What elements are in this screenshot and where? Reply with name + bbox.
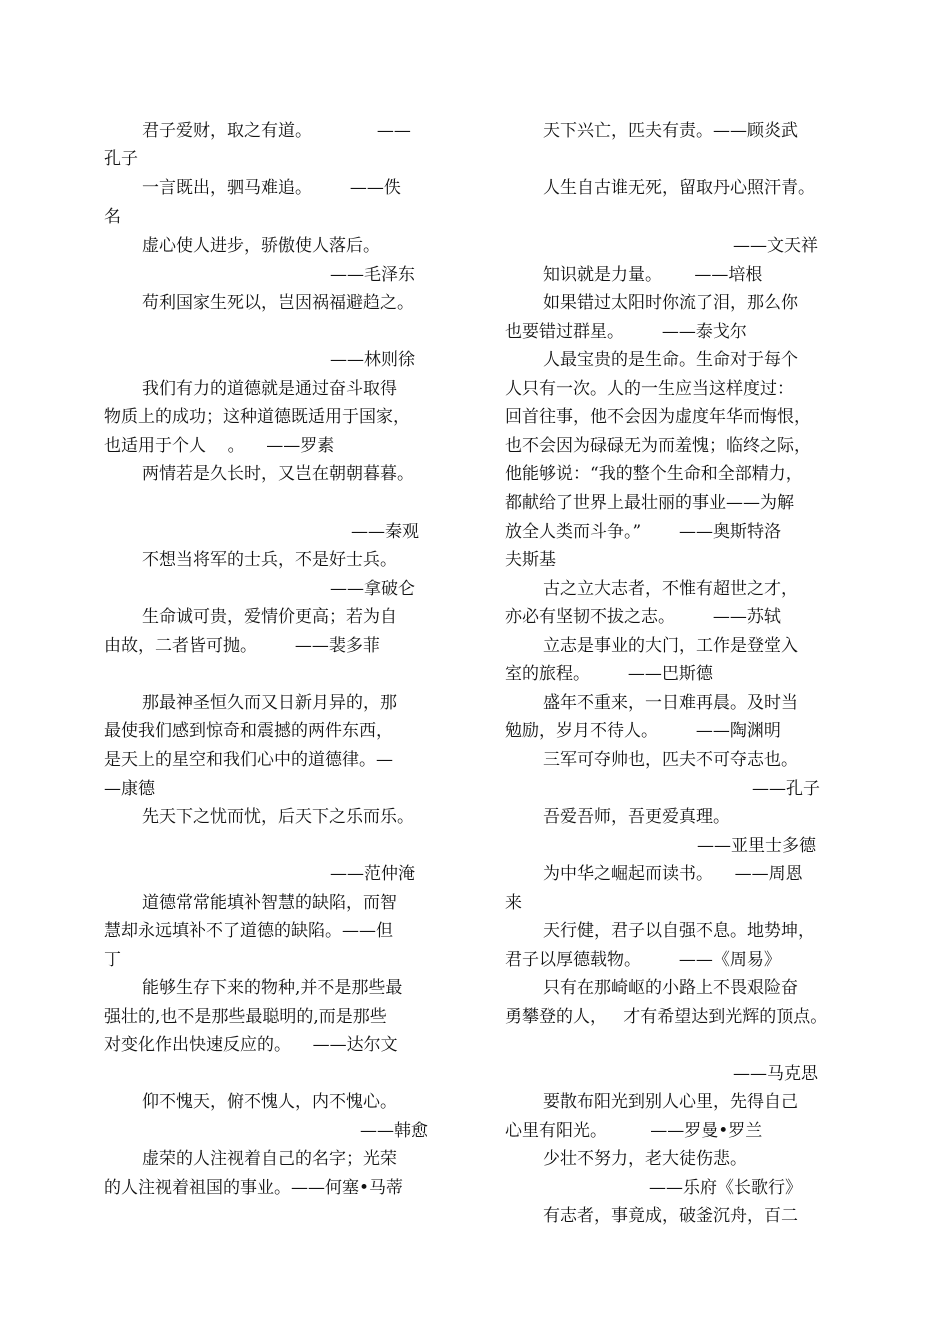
text-line: 君子爱财，取之有道。 ——: [142, 121, 411, 141]
text-line: 物质上的成功；这种道德既适用于国家，: [104, 407, 410, 427]
quote-attribution: ——韩愈: [360, 1121, 428, 1141]
text-line: 也不会因为碌碌无为而羞愧；临终之际，: [505, 436, 811, 456]
text-line: 他能够说：“我的整个生命和全部精力，: [505, 464, 803, 484]
text-line: 人生自古谁无死，留取丹心照汗青。: [543, 178, 815, 198]
text-line: 吾爱吾师，吾更爱真理。: [543, 807, 730, 827]
text-line: 少壮不努力，老大徒伤悲。: [543, 1149, 747, 1169]
quote-attribution: ——孔子: [752, 779, 820, 799]
quote-attribution: ——范仲淹: [330, 864, 415, 884]
text-line: 丁: [104, 950, 121, 970]
text-line: 两情若是久长时，又岂在朝朝暮暮。: [142, 464, 414, 484]
text-line: 为中华之崛起而读书。 ——周恩: [543, 864, 803, 884]
text-line: 生命诚可贵，爱情价更高；若为自: [142, 607, 397, 627]
text-line: 能够生存下来的物种,并不是那些最: [142, 978, 403, 998]
text-line: 人只有一次。人的一生应当这样度过：: [505, 379, 794, 399]
text-line: 最使我们感到惊奇和震撼的两件东西，: [104, 721, 393, 741]
text-line: 要散布阳光到别人心里，先得自己: [543, 1092, 798, 1112]
quote-attribution: ——马克思: [733, 1064, 818, 1084]
quote-attribution: ——文天祥: [733, 236, 818, 256]
text-line: 由故，二者皆可抛。 ——裴多菲: [104, 636, 380, 656]
text-line: 孔子: [104, 149, 138, 169]
text-line: 的人注视着祖国的事业。——何塞•马蒂: [104, 1178, 404, 1198]
text-line: 回首往事，他不会因为虚度年华而悔恨，: [505, 407, 811, 427]
text-line: 虚荣的人注视着自己的名字；光荣: [142, 1149, 397, 1169]
quote-attribution: ——乐府《长歌行》: [649, 1178, 802, 1198]
text-line: 一言既出，驷马难追。 ——佚: [142, 178, 401, 198]
text-line: —康德: [104, 779, 155, 799]
text-line: 夫斯基: [505, 550, 556, 570]
text-line: 虚心使人进步，骄傲使人落后。: [142, 236, 380, 256]
text-line: 有志者，事竟成，破釜沉舟，百二: [543, 1206, 798, 1226]
text-line: 苟利国家生死以，岂因祸福避趋之。: [142, 293, 414, 313]
text-line: 亦必有坚韧不拔之志。 ——苏轼: [505, 607, 781, 627]
text-line: 盛年不重来，一日难再晨。及时当: [543, 693, 798, 713]
text-line: 天行健，君子以自强不息。地势坤，: [543, 921, 815, 941]
text-line: 君子以厚德载物。 ——《周易》: [505, 950, 781, 970]
quote-attribution: ——毛泽东: [330, 265, 415, 285]
text-line: 道德常常能填补智慧的缺陷，而智: [142, 893, 397, 913]
text-line: 放全人类而斗争。” ——奥斯特洛: [505, 522, 782, 542]
text-line: 立志是事业的大门，工作是登堂入: [543, 636, 798, 656]
text-line: 心里有阳光。 ——罗曼•罗兰: [505, 1121, 763, 1141]
text-line: 慧却永远填补不了道德的缺陷。——但: [104, 921, 393, 941]
text-line: 先天下之忧而忧，后天下之乐而乐。: [142, 807, 414, 827]
text-line: 人最宝贵的是生命。生命对于每个: [543, 350, 798, 370]
quote-attribution: ——林则徐: [330, 350, 415, 370]
quote-attribution: ——拿破仑: [330, 579, 415, 599]
text-line: 不想当将军的士兵，不是好士兵。: [142, 550, 397, 570]
text-line: 室的旅程。 ——巴斯德: [505, 664, 713, 684]
quote-attribution: ——亚里士多德: [697, 836, 816, 856]
text-line: 名: [104, 207, 121, 227]
text-line: 勇攀登的人， 才有希望达到光辉的顶点。: [505, 1007, 828, 1027]
quote-attribution: ——秦观: [351, 522, 419, 542]
text-line: 来: [505, 893, 522, 913]
text-line: 强壮的,也不是那些最聪明的,而是那些: [104, 1007, 387, 1027]
text-line: 是天上的星空和我们心中的道德律。—: [104, 750, 393, 770]
text-line: 那最神圣恒久而又日新月异的，那: [142, 693, 397, 713]
text-line: 古之立大志者，不惟有超世之才，: [543, 579, 798, 599]
text-line: 也适用于个人 。 ——罗素: [104, 436, 335, 456]
text-line: 都献给了世界上最壮丽的事业——为解: [505, 493, 794, 513]
text-line: 天下兴亡，匹夫有责。——顾炎武: [543, 121, 798, 141]
text-line: 知识就是力量。 ——培根: [543, 265, 763, 285]
text-line: 对变化作出快速反应的。 ——达尔文: [104, 1035, 398, 1055]
text-line: 也要错过群星。 ——泰戈尔: [505, 322, 747, 342]
text-line: 仰不愧天，俯不愧人，内不愧心。: [142, 1092, 397, 1112]
text-line: 勉励，岁月不待人。 ——陶渊明: [505, 721, 781, 741]
text-line: 我们有力的道德就是通过奋斗取得: [142, 379, 397, 399]
text-line: 如果错过太阳时你流了泪，那么你: [543, 293, 798, 313]
text-line: 只有在那崎岖的小路上不畏艰险奋: [543, 978, 798, 998]
text-line: 三军可夺帅也，匹夫不可夺志也。: [543, 750, 798, 770]
